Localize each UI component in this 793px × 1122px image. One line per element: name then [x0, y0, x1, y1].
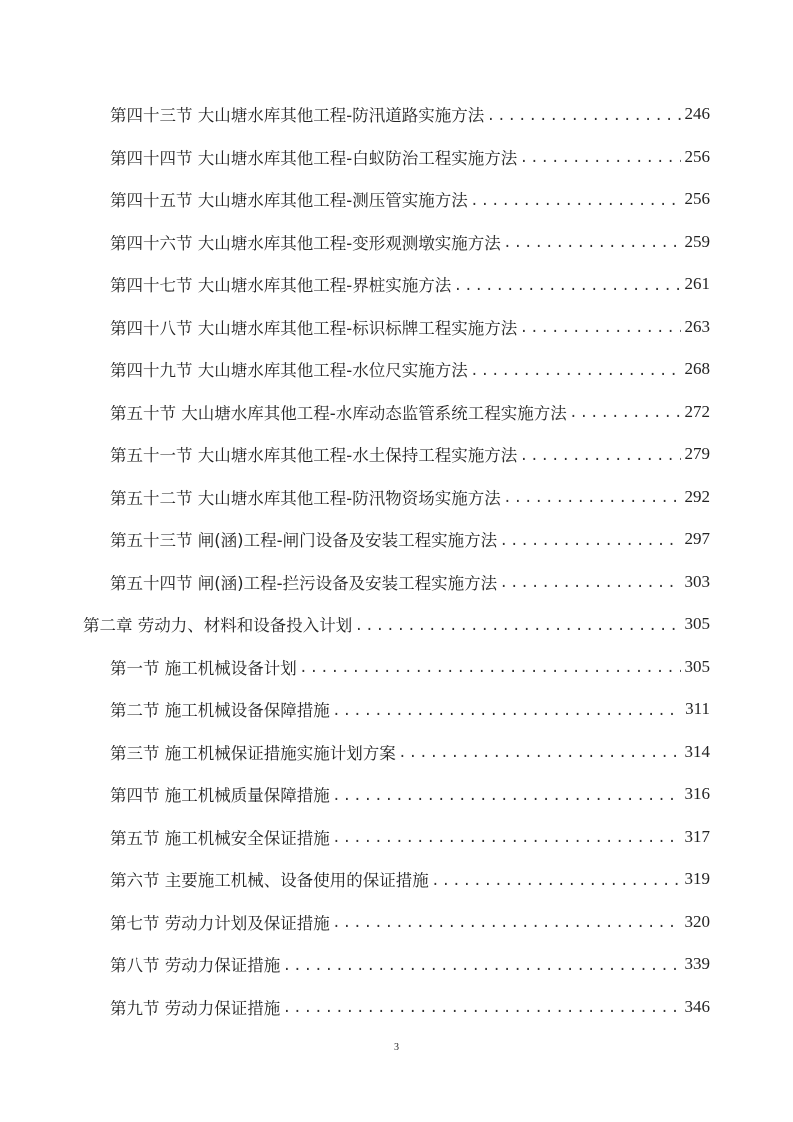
toc-entry-title: 第四十六节 大山塘水库其他工程-变形观测墩实施方法 [110, 233, 501, 253]
dot-leader [501, 572, 680, 591]
dot-leader [488, 105, 680, 124]
dot-leader [571, 402, 681, 421]
toc-section-entry[interactable] [0, 986, 710, 1029]
toc-entry-page: 346 [684, 996, 710, 1016]
toc-entry-page: 263 [684, 316, 710, 336]
toc-section-entry[interactable] [0, 348, 710, 391]
toc-entry-page: 311 [685, 699, 710, 719]
toc-entry-title: 第七节 劳动力计划及保证措施 [110, 913, 330, 933]
toc-entry-title: 第五十一节 大山塘水库其他工程-水土保持工程实施方法 [110, 446, 518, 466]
toc-section-entry[interactable] [0, 688, 710, 731]
dot-leader [505, 232, 681, 251]
toc-section-entry[interactable] [0, 263, 710, 306]
dot-leader [472, 190, 681, 209]
toc-entry-page: 256 [684, 146, 710, 166]
dot-leader [521, 445, 680, 464]
toc-section-entry[interactable] [0, 518, 710, 561]
toc-section-entry[interactable] [0, 731, 710, 774]
toc-entry-title: 第五十三节 闸(涵)工程-闸门设备及安装工程实施方法 [110, 531, 498, 551]
toc-entry-title: 第四十三节 大山塘水库其他工程-防汛道路实施方法 [110, 106, 485, 126]
toc-section-entry[interactable] [0, 433, 710, 476]
toc-entry-page: 320 [684, 911, 710, 931]
toc-entry-page: 297 [684, 529, 710, 549]
toc-entry-title: 第三节 施工机械保证措施实施计划方案 [110, 743, 396, 763]
toc-entry-title: 第五节 施工机械安全保证措施 [110, 828, 330, 848]
toc-entry-title: 第四十五节 大山塘水库其他工程-测压管实施方法 [110, 191, 468, 211]
page-number: 3 [394, 1042, 399, 1053]
toc-entry-page: 319 [684, 869, 710, 889]
dot-leader [400, 742, 681, 761]
toc-entry-title: 第五十节 大山塘水库其他工程-水库动态监管系统工程实施方法 [110, 403, 567, 423]
toc-entry-title: 第四十四节 大山塘水库其他工程-白蚁防治工程实施方法 [110, 148, 518, 168]
toc-section-entry[interactable] [0, 943, 710, 986]
dot-leader [356, 615, 680, 634]
dot-leader [455, 275, 680, 294]
dot-leader [433, 870, 681, 889]
toc-entry-page: 316 [684, 784, 710, 804]
toc-section-entry[interactable] [0, 901, 710, 944]
toc-section-entry[interactable] [0, 561, 710, 604]
dot-leader [334, 827, 681, 846]
dot-leader [284, 955, 680, 974]
toc-entry-page: 317 [684, 826, 710, 846]
toc-entry-title: 第一节 施工机械设备计划 [110, 658, 297, 678]
toc-entry-page: 246 [684, 104, 710, 124]
dot-leader [284, 997, 680, 1016]
toc-entry-page: 339 [684, 954, 710, 974]
toc-entry-page: 268 [684, 359, 710, 379]
dot-leader [472, 360, 681, 379]
toc-entry-page: 305 [684, 614, 710, 634]
toc-entry-page: 303 [684, 571, 710, 591]
toc-entry-title: 第九节 劳动力保证措施 [110, 998, 281, 1018]
dot-leader [521, 317, 680, 336]
dot-leader [521, 147, 680, 166]
toc-entry-title: 第四十九节 大山塘水库其他工程-水位尺实施方法 [110, 361, 468, 381]
toc-entry-page: 261 [684, 274, 710, 294]
toc-entry-page: 256 [684, 189, 710, 209]
dot-leader [505, 487, 681, 506]
toc-section-entry[interactable] [0, 391, 710, 434]
toc-entry-title: 第二章 劳动力、材料和设备投入计划 [83, 616, 353, 636]
dot-leader [334, 785, 681, 804]
dot-leader [334, 700, 681, 719]
toc-section-entry[interactable] [0, 221, 710, 264]
toc-section-entry[interactable] [0, 306, 710, 349]
toc-section-entry[interactable] [0, 178, 710, 221]
toc-entry-title: 第八节 劳动力保证措施 [110, 956, 281, 976]
toc-entry-title: 第五十四节 闸(涵)工程-拦污设备及安装工程实施方法 [110, 573, 498, 593]
dot-leader [334, 912, 681, 931]
toc-section-entry[interactable] [0, 93, 710, 136]
toc-chapter-entry[interactable] [0, 603, 710, 646]
toc-entry-title: 第四十七节 大山塘水库其他工程-界桩实施方法 [110, 276, 452, 296]
toc-entry-page: 292 [684, 486, 710, 506]
dot-leader [501, 530, 680, 549]
toc-entry-page: 279 [684, 444, 710, 464]
toc-entry-title: 第四节 施工机械质量保障措施 [110, 786, 330, 806]
toc-section-entry[interactable] [0, 136, 710, 179]
toc-entry-title: 第六节 主要施工机械、设备使用的保证措施 [110, 871, 429, 891]
toc-entry-page: 272 [684, 401, 710, 421]
toc-section-entry[interactable] [0, 773, 710, 816]
toc-section-entry[interactable] [0, 476, 710, 519]
table-of-contents [0, 93, 793, 1028]
toc-section-entry[interactable] [0, 858, 710, 901]
toc-entry-page: 259 [684, 231, 710, 251]
toc-section-entry[interactable] [0, 646, 710, 689]
toc-entry-title: 第五十二节 大山塘水库其他工程-防汛物资场实施方法 [110, 488, 501, 508]
dot-leader [301, 657, 681, 676]
toc-entry-page: 314 [684, 741, 710, 761]
toc-entry-title: 第四十八节 大山塘水库其他工程-标识标牌工程实施方法 [110, 318, 518, 338]
toc-entry-title: 第二节 施工机械设备保障措施 [110, 701, 330, 721]
toc-entry-page: 305 [684, 656, 710, 676]
toc-section-entry[interactable] [0, 816, 710, 859]
